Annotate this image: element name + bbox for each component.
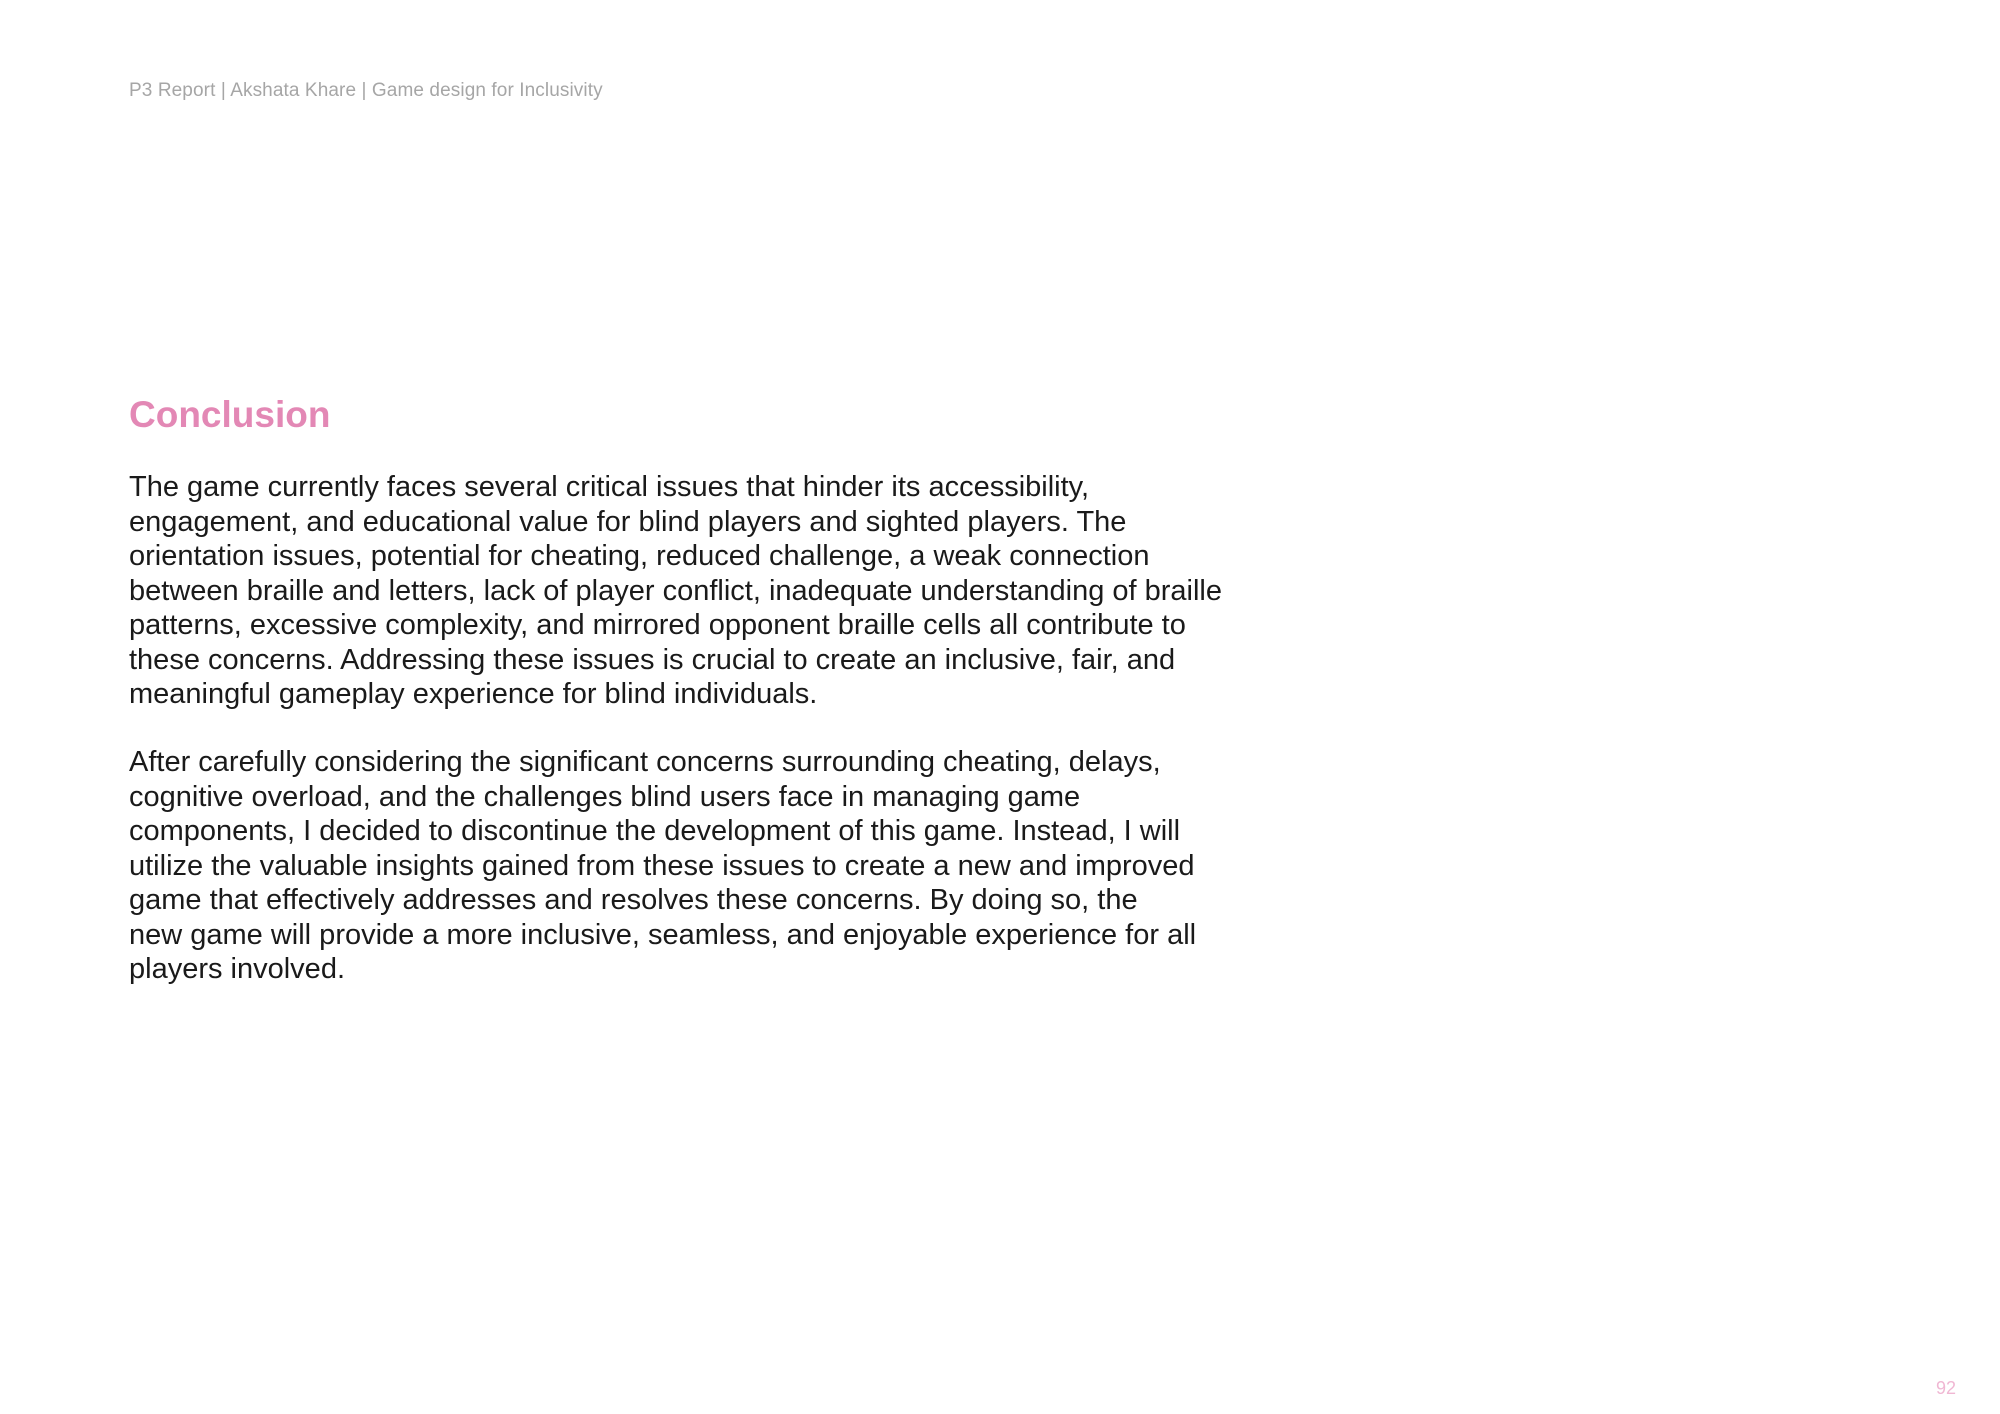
text-line: game that effectively addresses and resolves these concerns. By doing so, the: [129, 884, 1138, 916]
text-line: components, I decided to discontinue the development of this game. Instead, I will: [129, 815, 1181, 847]
text-line: these concerns. Addressing these issues is crucial to create an inclusive, fair, and: [129, 643, 1176, 676]
conclusion-paragraph-2: [129, 745, 1239, 987]
section-title: Conclusion: [129, 394, 331, 435]
text-line: The game currently faces several critical issues that hinder its accessibility,: [129, 471, 1090, 503]
text-line: engagement, and educational value for blind players and sighted players. The: [129, 505, 1127, 538]
text-line: between braille and letters, lack of player conflict, inadequate understanding of braille: [129, 574, 1223, 607]
text-line: patterns, excessive complexity, and mirrored opponent braille cells all contribute to: [129, 609, 1186, 641]
page-number: 92: [1935, 1378, 1956, 1398]
text-line: utilize the valuable insights gained from these issues to create a new and improved: [129, 849, 1195, 882]
running-header: P3 Report | Akshata Khare | Game design for Inclusivity: [129, 80, 603, 101]
text-line: cognitive overload, and the challenges blind users face in managing game: [129, 780, 1081, 813]
text-line: players involved.: [129, 953, 345, 985]
text-line: orientation issues, potential for cheating, reduced challenge, a weak connection: [129, 540, 1150, 572]
conclusion-paragraph-1: [129, 470, 1239, 712]
text-line: new game will provide a more inclusive, seamless, and enjoyable experience for all: [129, 918, 1197, 951]
text-line: meaningful gameplay experience for blind individuals.: [129, 678, 818, 710]
text-line: After carefully considering the significant concerns surrounding cheating, delays,: [129, 746, 1161, 778]
